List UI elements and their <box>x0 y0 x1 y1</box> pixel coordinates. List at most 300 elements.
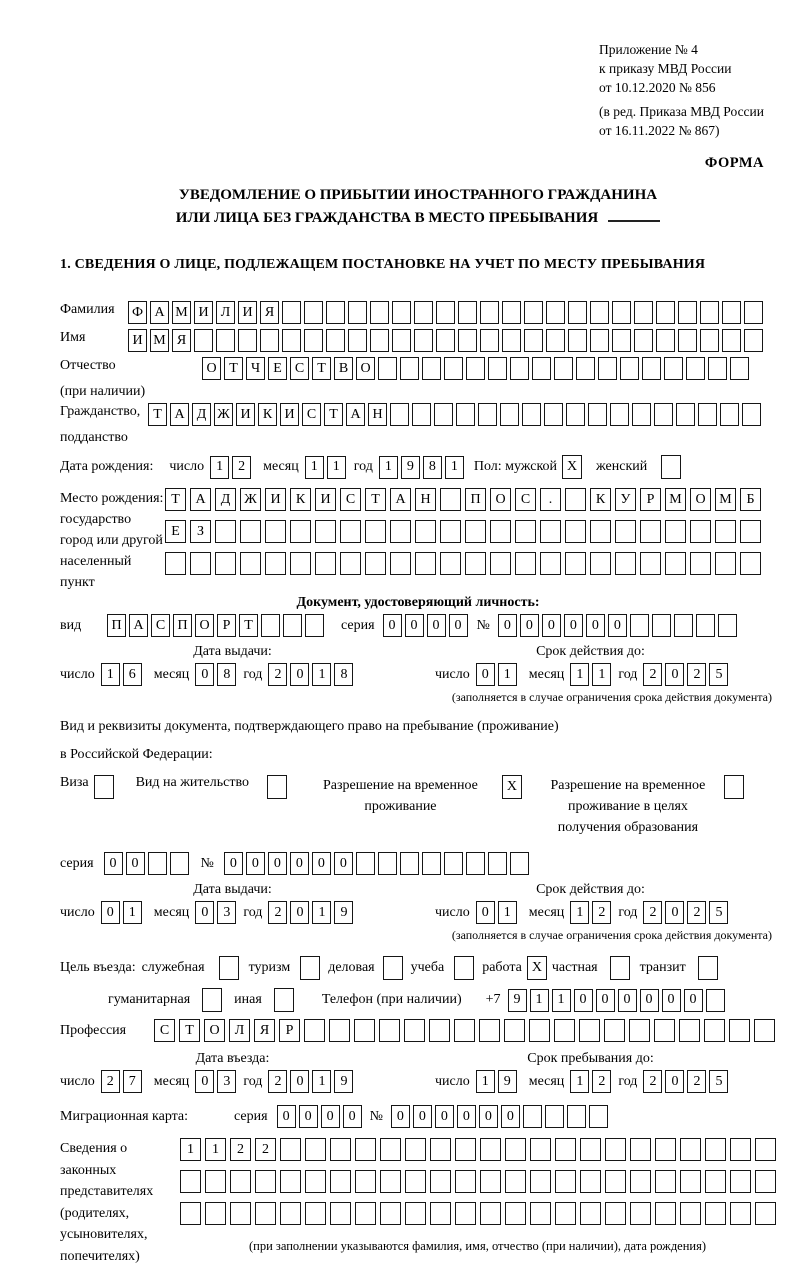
char-box[interactable]: 0 <box>405 614 424 637</box>
char-box[interactable] <box>589 1105 608 1128</box>
char-box[interactable]: 2 <box>101 1070 120 1093</box>
char-box[interactable] <box>730 1170 751 1193</box>
char-box[interactable] <box>466 852 485 875</box>
char-box[interactable]: 7 <box>123 1070 142 1093</box>
char-box[interactable] <box>655 1138 676 1161</box>
char-box[interactable] <box>165 552 186 575</box>
char-box[interactable]: 2 <box>268 901 287 924</box>
char-box[interactable]: 5 <box>709 901 728 924</box>
char-box[interactable] <box>430 1202 451 1225</box>
char-box[interactable]: 0 <box>195 901 214 924</box>
char-box[interactable]: С <box>340 488 361 511</box>
char-box[interactable] <box>742 403 761 426</box>
residence-permit-checkbox[interactable] <box>267 775 287 799</box>
char-box[interactable] <box>676 403 695 426</box>
char-box[interactable]: А <box>346 403 365 426</box>
char-box[interactable]: 0 <box>665 1070 684 1093</box>
char-box[interactable] <box>555 1138 576 1161</box>
char-box[interactable]: 0 <box>596 989 615 1012</box>
char-box[interactable] <box>629 1019 650 1042</box>
char-box[interactable] <box>598 357 617 380</box>
char-box[interactable] <box>480 329 499 352</box>
char-box[interactable] <box>720 403 739 426</box>
char-box[interactable] <box>354 1019 375 1042</box>
char-box[interactable] <box>480 1170 501 1193</box>
char-box[interactable] <box>430 1138 451 1161</box>
char-box[interactable] <box>356 852 375 875</box>
char-box[interactable] <box>620 357 639 380</box>
char-box[interactable] <box>604 1019 625 1042</box>
char-box[interactable]: Т <box>179 1019 200 1042</box>
char-box[interactable]: 5 <box>709 663 728 686</box>
char-box[interactable]: И <box>128 329 147 352</box>
char-box[interactable] <box>705 1138 726 1161</box>
char-box[interactable] <box>576 357 595 380</box>
char-box[interactable]: И <box>236 403 255 426</box>
purpose-business-checkbox[interactable] <box>383 956 403 980</box>
char-box[interactable] <box>555 1170 576 1193</box>
char-box[interactable]: Д <box>215 488 236 511</box>
char-box[interactable]: А <box>390 488 411 511</box>
char-box[interactable] <box>530 1170 551 1193</box>
char-box[interactable] <box>640 552 661 575</box>
char-box[interactable] <box>590 552 611 575</box>
char-box[interactable] <box>686 357 705 380</box>
char-box[interactable]: 0 <box>665 663 684 686</box>
char-box[interactable] <box>718 614 737 637</box>
char-box[interactable]: Ж <box>240 488 261 511</box>
char-box[interactable] <box>479 1019 500 1042</box>
char-box[interactable] <box>665 520 686 543</box>
char-box[interactable] <box>430 1170 451 1193</box>
char-box[interactable] <box>744 301 763 324</box>
char-box[interactable] <box>348 329 367 352</box>
char-box[interactable] <box>380 1170 401 1193</box>
char-box[interactable] <box>261 614 280 637</box>
char-box[interactable] <box>400 852 419 875</box>
char-box[interactable] <box>315 552 336 575</box>
char-box[interactable]: 2 <box>687 1070 706 1093</box>
char-box[interactable]: П <box>107 614 126 637</box>
char-box[interactable] <box>170 852 189 875</box>
char-box[interactable] <box>630 1170 651 1193</box>
char-box[interactable]: Т <box>239 614 258 637</box>
char-box[interactable]: Я <box>172 329 191 352</box>
char-box[interactable] <box>502 301 521 324</box>
char-box[interactable]: 0 <box>665 901 684 924</box>
char-box[interactable] <box>580 1138 601 1161</box>
char-box[interactable]: 0 <box>299 1105 318 1128</box>
char-box[interactable]: 9 <box>401 456 420 479</box>
char-box[interactable] <box>480 1138 501 1161</box>
char-box[interactable] <box>458 301 477 324</box>
char-box[interactable] <box>510 357 529 380</box>
char-box[interactable] <box>740 520 761 543</box>
temp-permit-checkbox[interactable]: X <box>502 775 522 799</box>
char-box[interactable] <box>326 301 345 324</box>
char-box[interactable]: Р <box>279 1019 300 1042</box>
char-box[interactable]: 0 <box>224 852 243 875</box>
char-box[interactable]: 1 <box>592 663 611 686</box>
char-box[interactable]: Т <box>365 488 386 511</box>
char-box[interactable] <box>148 852 167 875</box>
char-box[interactable] <box>444 852 463 875</box>
char-box[interactable]: 0 <box>498 614 517 637</box>
char-box[interactable] <box>640 520 661 543</box>
char-box[interactable] <box>205 1202 226 1225</box>
char-box[interactable]: 0 <box>476 901 495 924</box>
char-box[interactable] <box>554 1019 575 1042</box>
char-box[interactable]: М <box>665 488 686 511</box>
char-box[interactable] <box>290 552 311 575</box>
char-box[interactable]: 0 <box>640 989 659 1012</box>
char-box[interactable] <box>440 552 461 575</box>
char-box[interactable]: М <box>715 488 736 511</box>
char-box[interactable] <box>436 329 455 352</box>
char-box[interactable] <box>282 301 301 324</box>
char-box[interactable] <box>355 1138 376 1161</box>
char-box[interactable] <box>566 403 585 426</box>
char-box[interactable] <box>706 989 725 1012</box>
char-box[interactable] <box>524 329 543 352</box>
char-box[interactable] <box>290 520 311 543</box>
char-box[interactable]: 2 <box>230 1138 251 1161</box>
char-box[interactable] <box>455 1138 476 1161</box>
char-box[interactable] <box>422 852 441 875</box>
char-box[interactable] <box>680 1170 701 1193</box>
char-box[interactable] <box>405 1138 426 1161</box>
gender-female-checkbox[interactable] <box>661 455 681 479</box>
char-box[interactable] <box>340 520 361 543</box>
char-box[interactable]: 1 <box>312 663 331 686</box>
char-box[interactable] <box>305 1202 326 1225</box>
purpose-work-checkbox[interactable]: X <box>527 956 547 980</box>
char-box[interactable] <box>392 301 411 324</box>
char-box[interactable]: П <box>173 614 192 637</box>
char-box[interactable] <box>230 1202 251 1225</box>
char-box[interactable] <box>615 552 636 575</box>
char-box[interactable]: Н <box>368 403 387 426</box>
char-box[interactable]: Я <box>254 1019 275 1042</box>
char-box[interactable] <box>530 1202 551 1225</box>
char-box[interactable]: 0 <box>662 989 681 1012</box>
char-box[interactable]: 0 <box>334 852 353 875</box>
char-box[interactable] <box>434 403 453 426</box>
char-box[interactable]: 0 <box>268 852 287 875</box>
char-box[interactable]: О <box>202 357 221 380</box>
char-box[interactable] <box>654 403 673 426</box>
char-box[interactable]: Т <box>148 403 167 426</box>
char-box[interactable]: 0 <box>586 614 605 637</box>
char-box[interactable]: Д <box>192 403 211 426</box>
char-box[interactable] <box>455 1202 476 1225</box>
char-box[interactable] <box>568 301 587 324</box>
char-box[interactable]: 0 <box>564 614 583 637</box>
char-box[interactable]: О <box>195 614 214 637</box>
char-box[interactable] <box>265 520 286 543</box>
char-box[interactable] <box>722 329 741 352</box>
char-box[interactable] <box>690 552 711 575</box>
char-box[interactable] <box>680 1202 701 1225</box>
char-box[interactable]: С <box>290 357 309 380</box>
char-box[interactable]: 0 <box>104 852 123 875</box>
purpose-study-checkbox[interactable] <box>454 956 474 980</box>
char-box[interactable] <box>502 329 521 352</box>
char-box[interactable] <box>540 520 561 543</box>
char-box[interactable] <box>414 329 433 352</box>
char-box[interactable]: Ж <box>214 403 233 426</box>
char-box[interactable]: У <box>615 488 636 511</box>
char-box[interactable] <box>590 520 611 543</box>
char-box[interactable]: 2 <box>268 1070 287 1093</box>
char-box[interactable] <box>280 1138 301 1161</box>
char-box[interactable] <box>696 614 715 637</box>
char-box[interactable]: 2 <box>592 1070 611 1093</box>
char-box[interactable] <box>630 1202 651 1225</box>
char-box[interactable]: 0 <box>542 614 561 637</box>
char-box[interactable] <box>545 1105 564 1128</box>
char-box[interactable]: 0 <box>101 901 120 924</box>
char-box[interactable]: З <box>190 520 211 543</box>
char-box[interactable]: С <box>302 403 321 426</box>
char-box[interactable]: Т <box>224 357 243 380</box>
char-box[interactable] <box>488 852 507 875</box>
char-box[interactable]: М <box>172 301 191 324</box>
char-box[interactable] <box>755 1170 776 1193</box>
char-box[interactable] <box>465 520 486 543</box>
char-box[interactable]: 1 <box>570 1070 589 1093</box>
char-box[interactable]: 0 <box>195 663 214 686</box>
char-box[interactable]: П <box>465 488 486 511</box>
char-box[interactable]: 2 <box>643 1070 662 1093</box>
char-box[interactable] <box>654 1019 675 1042</box>
char-box[interactable] <box>392 329 411 352</box>
char-box[interactable] <box>655 1202 676 1225</box>
char-box[interactable]: Р <box>217 614 236 637</box>
purpose-humanitarian-checkbox[interactable] <box>202 988 222 1012</box>
char-box[interactable] <box>215 520 236 543</box>
char-box[interactable] <box>744 329 763 352</box>
char-box[interactable]: 2 <box>687 663 706 686</box>
char-box[interactable] <box>730 357 749 380</box>
char-box[interactable] <box>379 1019 400 1042</box>
char-box[interactable]: 2 <box>687 901 706 924</box>
char-box[interactable] <box>455 1170 476 1193</box>
char-box[interactable]: К <box>290 488 311 511</box>
char-box[interactable] <box>505 1138 526 1161</box>
char-box[interactable]: К <box>590 488 611 511</box>
char-box[interactable]: 0 <box>126 852 145 875</box>
char-box[interactable] <box>700 301 719 324</box>
char-box[interactable] <box>679 1019 700 1042</box>
char-box[interactable]: 2 <box>232 456 251 479</box>
char-box[interactable] <box>429 1019 450 1042</box>
char-box[interactable]: 0 <box>413 1105 432 1128</box>
char-box[interactable] <box>355 1170 376 1193</box>
char-box[interactable]: 1 <box>305 456 324 479</box>
char-box[interactable] <box>605 1170 626 1193</box>
char-box[interactable] <box>632 403 651 426</box>
char-box[interactable] <box>280 1170 301 1193</box>
char-box[interactable]: 1 <box>552 989 571 1012</box>
char-box[interactable]: Б <box>740 488 761 511</box>
char-box[interactable] <box>348 301 367 324</box>
char-box[interactable] <box>740 552 761 575</box>
char-box[interactable] <box>415 552 436 575</box>
char-box[interactable]: Л <box>216 301 235 324</box>
char-box[interactable] <box>642 357 661 380</box>
char-box[interactable] <box>365 552 386 575</box>
char-box[interactable] <box>305 1138 326 1161</box>
char-box[interactable] <box>634 329 653 352</box>
char-box[interactable] <box>729 1019 750 1042</box>
char-box[interactable]: 1 <box>123 901 142 924</box>
char-box[interactable] <box>390 520 411 543</box>
char-box[interactable]: 0 <box>321 1105 340 1128</box>
char-box[interactable] <box>530 1138 551 1161</box>
char-box[interactable] <box>588 403 607 426</box>
char-box[interactable]: А <box>170 403 189 426</box>
char-box[interactable] <box>690 520 711 543</box>
char-box[interactable] <box>700 329 719 352</box>
char-box[interactable] <box>540 552 561 575</box>
char-box[interactable] <box>674 614 693 637</box>
char-box[interactable] <box>754 1019 775 1042</box>
char-box[interactable] <box>405 1202 426 1225</box>
char-box[interactable]: О <box>356 357 375 380</box>
purpose-tourism-checkbox[interactable] <box>300 956 320 980</box>
char-box[interactable]: 3 <box>217 1070 236 1093</box>
char-box[interactable]: К <box>258 403 277 426</box>
char-box[interactable] <box>500 403 519 426</box>
char-box[interactable] <box>370 329 389 352</box>
purpose-transit-checkbox[interactable] <box>698 956 718 980</box>
char-box[interactable]: 1 <box>101 663 120 686</box>
char-box[interactable] <box>240 552 261 575</box>
char-box[interactable]: 0 <box>479 1105 498 1128</box>
char-box[interactable] <box>458 329 477 352</box>
char-box[interactable]: 6 <box>123 663 142 686</box>
char-box[interactable] <box>283 614 302 637</box>
char-box[interactable]: Л <box>229 1019 250 1042</box>
char-box[interactable] <box>240 520 261 543</box>
char-box[interactable] <box>715 520 736 543</box>
char-box[interactable] <box>330 1170 351 1193</box>
char-box[interactable] <box>440 488 461 511</box>
char-box[interactable] <box>380 1202 401 1225</box>
char-box[interactable]: А <box>190 488 211 511</box>
char-box[interactable] <box>326 329 345 352</box>
char-box[interactable]: 1 <box>312 901 331 924</box>
char-box[interactable]: 8 <box>423 456 442 479</box>
char-box[interactable] <box>488 357 507 380</box>
char-box[interactable] <box>532 357 551 380</box>
char-box[interactable] <box>370 301 389 324</box>
char-box[interactable] <box>190 552 211 575</box>
char-box[interactable] <box>480 301 499 324</box>
char-box[interactable] <box>698 403 717 426</box>
char-box[interactable] <box>415 520 436 543</box>
char-box[interactable]: 0 <box>391 1105 410 1128</box>
char-box[interactable] <box>730 1202 751 1225</box>
char-box[interactable] <box>680 1138 701 1161</box>
char-box[interactable]: 1 <box>379 456 398 479</box>
char-box[interactable] <box>238 329 257 352</box>
char-box[interactable]: 0 <box>520 614 539 637</box>
gender-male-checkbox[interactable]: X <box>562 455 582 479</box>
char-box[interactable] <box>515 520 536 543</box>
char-box[interactable] <box>656 301 675 324</box>
char-box[interactable] <box>546 301 565 324</box>
char-box[interactable] <box>478 403 497 426</box>
char-box[interactable]: 0 <box>476 663 495 686</box>
char-box[interactable] <box>180 1170 201 1193</box>
char-box[interactable]: 2 <box>255 1138 276 1161</box>
char-box[interactable] <box>280 1202 301 1225</box>
char-box[interactable] <box>655 1170 676 1193</box>
char-box[interactable] <box>605 1138 626 1161</box>
char-box[interactable] <box>567 1105 586 1128</box>
char-box[interactable]: О <box>690 488 711 511</box>
char-box[interactable]: А <box>129 614 148 637</box>
char-box[interactable]: 0 <box>618 989 637 1012</box>
char-box[interactable] <box>708 357 727 380</box>
char-box[interactable] <box>255 1170 276 1193</box>
char-box[interactable] <box>652 614 671 637</box>
char-box[interactable] <box>412 403 431 426</box>
purpose-other-checkbox[interactable] <box>274 988 294 1012</box>
char-box[interactable] <box>704 1019 725 1042</box>
char-box[interactable]: 1 <box>570 663 589 686</box>
purpose-official-checkbox[interactable] <box>219 956 239 980</box>
char-box[interactable] <box>722 301 741 324</box>
char-box[interactable] <box>505 1202 526 1225</box>
char-box[interactable] <box>505 1170 526 1193</box>
char-box[interactable] <box>630 1138 651 1161</box>
purpose-private-checkbox[interactable] <box>610 956 630 980</box>
edu-permit-checkbox[interactable] <box>724 775 744 799</box>
char-box[interactable] <box>304 1019 325 1042</box>
char-box[interactable] <box>580 1202 601 1225</box>
char-box[interactable]: 0 <box>457 1105 476 1128</box>
char-box[interactable] <box>755 1202 776 1225</box>
char-box[interactable] <box>304 301 323 324</box>
char-box[interactable]: 0 <box>449 614 468 637</box>
char-box[interactable]: И <box>265 488 286 511</box>
char-box[interactable] <box>456 403 475 426</box>
char-box[interactable] <box>436 301 455 324</box>
char-box[interactable]: Е <box>268 357 287 380</box>
char-box[interactable]: И <box>280 403 299 426</box>
char-box[interactable]: 1 <box>205 1138 226 1161</box>
char-box[interactable] <box>260 329 279 352</box>
char-box[interactable] <box>630 614 649 637</box>
char-box[interactable]: 0 <box>290 852 309 875</box>
char-box[interactable] <box>265 552 286 575</box>
char-box[interactable]: 0 <box>246 852 265 875</box>
char-box[interactable] <box>755 1138 776 1161</box>
char-box[interactable] <box>615 520 636 543</box>
char-box[interactable]: 0 <box>343 1105 362 1128</box>
char-box[interactable]: Н <box>415 488 436 511</box>
char-box[interactable] <box>579 1019 600 1042</box>
char-box[interactable] <box>378 852 397 875</box>
char-box[interactable] <box>590 301 609 324</box>
char-box[interactable]: . <box>540 488 561 511</box>
char-box[interactable] <box>665 552 686 575</box>
char-box[interactable]: Е <box>165 520 186 543</box>
char-box[interactable]: 0 <box>574 989 593 1012</box>
